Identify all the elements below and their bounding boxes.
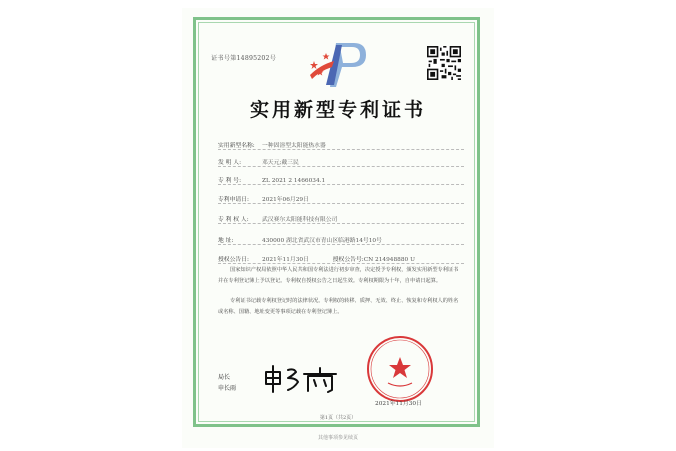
certificate-title: 实用新型专利证书 [249,99,426,121]
footer-note: 其他事项参见续页 [317,435,358,441]
field-utility-model-name [218,140,326,149]
field-value: 430000 湖北省武汉市青山区临港路14号10号 [262,238,382,244]
field-grant-info [218,254,415,263]
field-label: 实用新型名称: [218,143,255,149]
divider [218,263,464,264]
divider [218,223,464,224]
field-value: 2021年06月29日 [262,197,309,203]
cnipa-logo-icon [306,39,368,89]
field-value: 邓天元;戴三民 [262,160,299,166]
divider [218,166,464,167]
field-inventors [218,157,299,166]
director-name: 申长雨 [218,385,237,392]
divider [218,149,464,150]
divider [218,184,464,185]
field-value: ZL 2021 2 1466034.1 [262,178,326,184]
grant-date-label: 授权公告日: [218,257,249,263]
certificate-number: 证书号第14895202号 [211,55,277,62]
grant-paragraph: 国家知识产权局依照中华人民共和国专利法进行初步审查，决定授予专利权，颁发实用新型专利证书并在专利登记簿上予以登记。专利权自授权公告之日起生效。专利权期限为十年，自申请日起算。 [218,267,459,284]
field-label: 专利申请日: [218,197,249,203]
issue-date: 2021年11月30日 [375,401,422,407]
grant-date-value: 2021年11月30日 [262,257,309,263]
field-label: 专 利 号: [218,178,242,184]
page-number: 第1页（共2页） [319,415,357,421]
legal-status-paragraph: 专利证书记载专利权登记时的法律状况。专利权的转移、质押、无效、终止、恢复和专利权人的姓名或名称、国籍、地址变更等事项记载在专利登记簿上。 [218,298,459,315]
field-patent-number [218,175,325,184]
qr-code-icon [427,46,461,80]
field-patentee [218,214,337,223]
divider [218,203,464,204]
field-value: 一种固溶型太阳能热水器 [262,143,326,149]
field-label: 地 址: [218,238,234,244]
field-label: 专 利 权 人: [218,217,249,223]
grant-number-value: CN 214948880 U [363,257,415,263]
field-application-date [218,194,309,203]
official-seal-icon [366,335,434,403]
divider [218,244,464,245]
field-label: 发 明 人: [218,160,242,166]
director-title: 局长 [218,374,231,381]
grant-number-label: 授权公告号: [332,257,364,263]
director-signature [262,364,340,394]
field-address [218,235,382,244]
field-value: 武汉赛尔太阳能科技有限公司 [262,217,338,223]
